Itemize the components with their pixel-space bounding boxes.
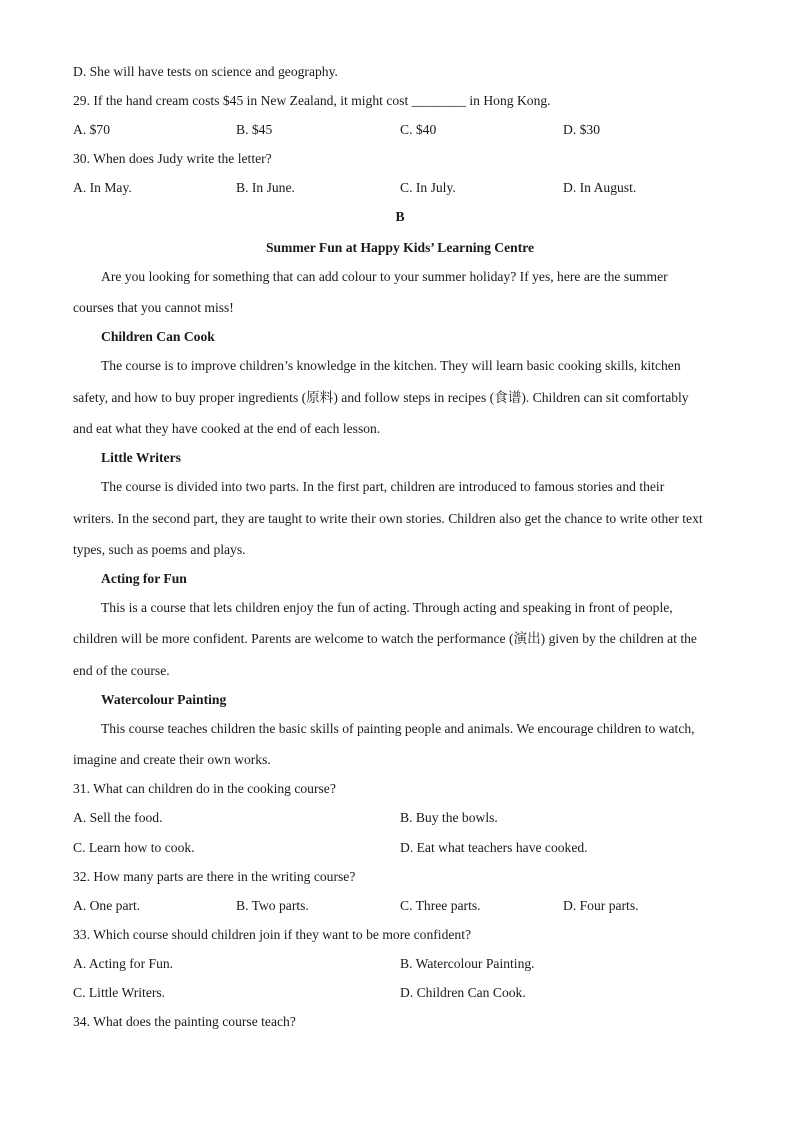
q31-option-d: D. Eat what teachers have cooked. xyxy=(400,840,588,855)
q30-option-c: C. In July. xyxy=(400,180,456,195)
q29-option-c: C. $40 xyxy=(400,122,437,137)
q33-option-a: A. Acting for Fun. xyxy=(73,956,174,971)
q29-option-a: A. $70 xyxy=(73,122,111,137)
q29-option-d: D. $30 xyxy=(563,122,601,137)
q29-question: 29. If the hand cream costs $45 in New Zealand, it might cost ________ in Hong Kong. xyxy=(73,93,551,108)
intro-line: Are you looking for something that can add colour to your summer holiday? If yes, here are the summer xyxy=(101,269,668,284)
q31-question: 31. What can children do in the cooking course? xyxy=(73,781,336,796)
q33-option-b: B. Watercolour Painting. xyxy=(400,956,535,971)
q30-option-d: D. In August. xyxy=(563,180,637,195)
course-text-line: This is a course that lets children enjoy the fun of acting. Through acting and speaking in front of people, xyxy=(101,600,673,615)
course-text-line: imagine and create their own works. xyxy=(73,752,271,767)
q29-option-b: B. $45 xyxy=(236,122,273,137)
course-text-line: The course is divided into two parts. In the first part, children are introduced to famous stories and their xyxy=(101,479,665,494)
q31-option-a: A. Sell the food. xyxy=(73,810,163,825)
course-heading-writers: Little Writers xyxy=(101,450,181,465)
section-letter: B xyxy=(395,209,405,224)
course-text-line: The course is to improve children’s knowledge in the kitchen. They will learn basic cooking skills, kitchen xyxy=(101,358,681,373)
q28-option-d: D. She will have tests on science and geography. xyxy=(73,64,338,79)
course-text-line: writers. In the second part, they are taught to write their own stories. Children also get the chance to write other text xyxy=(73,511,703,526)
q32-option-d: D. Four parts. xyxy=(563,898,639,913)
course-heading-painting: Watercolour Painting xyxy=(101,692,227,707)
q31-option-b: B. Buy the bowls. xyxy=(400,810,498,825)
q33-option-d: D. Children Can Cook. xyxy=(400,985,526,1000)
q32-option-b: B. Two parts. xyxy=(236,898,309,913)
course-text-line: children will be more confident. Parents are welcome to watch the performance (演出) given by the children at the xyxy=(73,631,697,646)
q30-option-a: A. In May. xyxy=(73,180,132,195)
course-text-line: end of the course. xyxy=(73,663,170,678)
q32-question: 32. How many parts are there in the writing course? xyxy=(73,869,356,884)
passage-title: Summer Fun at Happy Kids’ Learning Centre xyxy=(265,240,535,255)
q33-question: 33. Which course should children join if they want to be more confident? xyxy=(73,927,472,942)
q32-option-c: C. Three parts. xyxy=(400,898,481,913)
q30-option-b: B. In June. xyxy=(236,180,295,195)
q30-question: 30. When does Judy write the letter? xyxy=(73,151,272,166)
course-text-line: and eat what they have cooked at the end of each lesson. xyxy=(73,421,381,436)
q33-option-c: C. Little Writers. xyxy=(73,985,166,1000)
course-heading-cook: Children Can Cook xyxy=(101,329,215,344)
course-text-line: types, such as poems and plays. xyxy=(73,542,246,557)
course-text-line: safety, and how to buy proper ingredients (原料) and follow steps in recipes (食谱). Children can sit comfortably xyxy=(73,390,689,405)
intro-line: courses that you cannot miss! xyxy=(73,300,234,315)
course-heading-acting: Acting for Fun xyxy=(101,571,187,586)
q32-option-a: A. One part. xyxy=(73,898,141,913)
q31-option-c: C. Learn how to cook. xyxy=(73,840,195,855)
q34-question: 34. What does the painting course teach? xyxy=(73,1014,296,1029)
course-text-line: This course teaches children the basic skills of painting people and animals. We encourage children to watch, xyxy=(101,721,695,736)
